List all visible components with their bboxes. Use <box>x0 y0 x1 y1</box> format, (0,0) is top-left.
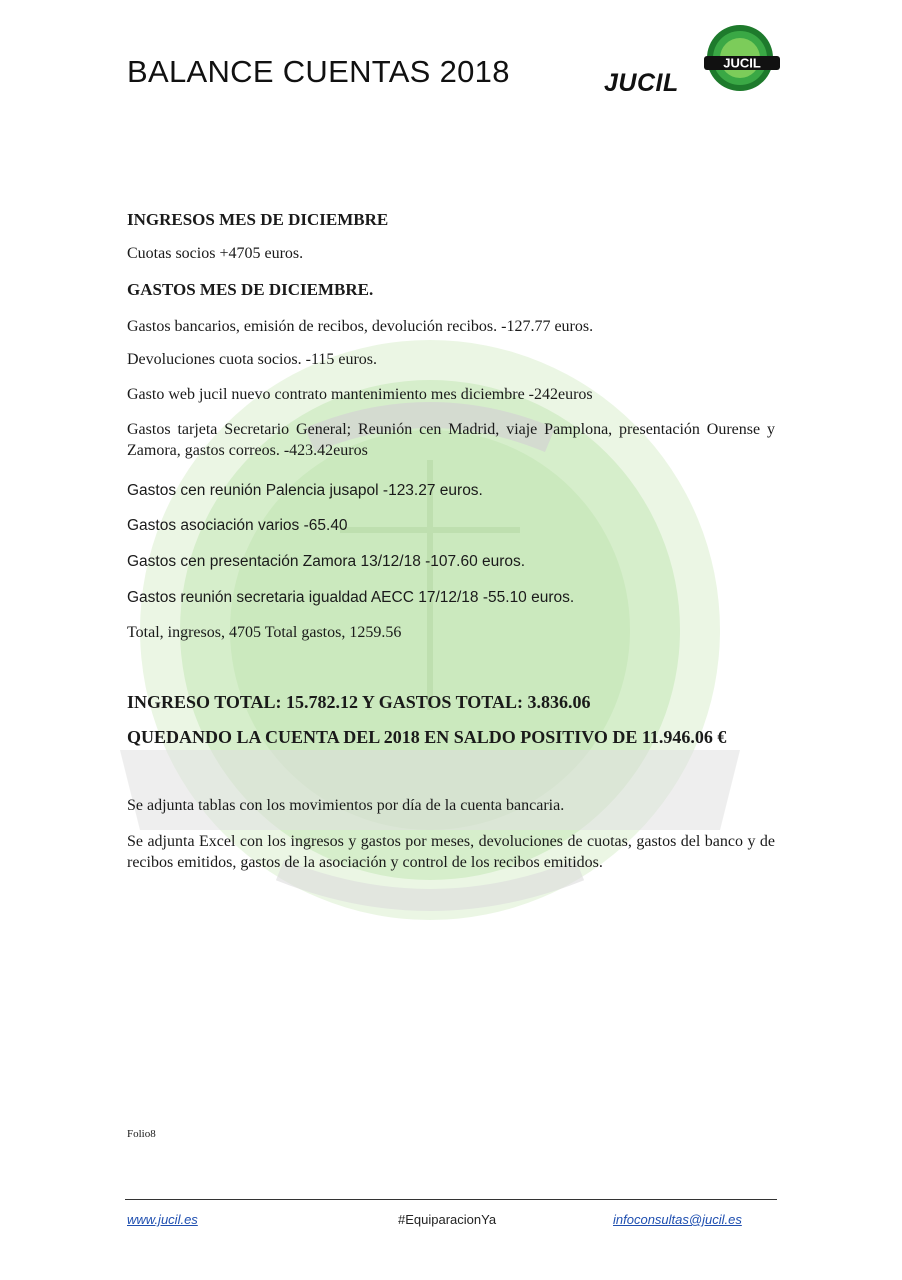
gastos-item: Gastos tarjeta Secretario General; Reunión cen Madrid, viaje Pamplona, presentación Ourense y Zamora, gastos correos. -423.42euros <box>127 421 775 459</box>
svg-text:JUCIL: JUCIL <box>723 55 761 71</box>
gastos-heading: GASTOS MES DE DICIEMBRE. <box>127 280 374 299</box>
logo-text: JUCIL <box>604 69 679 97</box>
ingresos-line: Cuotas socios +4705 euros. <box>127 245 304 262</box>
total-line: Total, ingresos, 4705 Total gastos, 1259.56 <box>127 624 402 641</box>
gastos-item: Gastos bancarios, emisión de recibos, devolución recibos. -127.77 euros. <box>127 318 594 335</box>
gastos-item: Gastos reunión secretaria igualdad AECC 17/12/18 -55.10 euros. <box>127 589 575 606</box>
website-link[interactable]: www.jucil.es <box>127 1212 198 1227</box>
footer-divider <box>125 1199 777 1200</box>
ingresos-heading: INGRESOS MES DE DICIEMBRE <box>127 210 389 229</box>
gastos-item: Gastos cen presentación Zamora 13/12/18 -107.60 euros. <box>127 553 526 570</box>
note-excel: Se adjunta Excel con los ingresos y gastos por meses, devoluciones de cuotas, gastos del banco y de recibos emitidos, gastos de la asociación y control de los recibos emitidos. <box>127 833 775 871</box>
gastos-item: Gasto web jucil nuevo contrato mantenimiento mes diciembre -242euros <box>127 386 593 403</box>
summary-ingresos-gastos: INGRESO TOTAL: 15.782.12 Y GASTOS TOTAL: 3.836.06 <box>127 692 591 712</box>
page-title: BALANCE CUENTAS 2018 <box>127 54 510 89</box>
hashtag: #EquiparacionYa <box>398 1212 497 1227</box>
note-tablas: Se adjunta tablas con los movimientos por día de la cuenta bancaria. <box>127 797 565 814</box>
gastos-item: Gastos cen reunión Palencia jusapol -123.27 euros. <box>127 482 483 499</box>
folio-number: Folio8 <box>127 1128 156 1140</box>
gastos-item: Gastos asociación varios -65.40 <box>127 517 348 534</box>
jucil-logo <box>604 22 784 102</box>
email-link[interactable]: infoconsultas@jucil.es <box>613 1212 742 1227</box>
summary-saldo: QUEDANDO LA CUENTA DEL 2018 EN SALDO POSITIVO DE 11.946.06 € <box>127 727 727 747</box>
gastos-item: Devoluciones cuota socios. -115 euros. <box>127 351 378 368</box>
